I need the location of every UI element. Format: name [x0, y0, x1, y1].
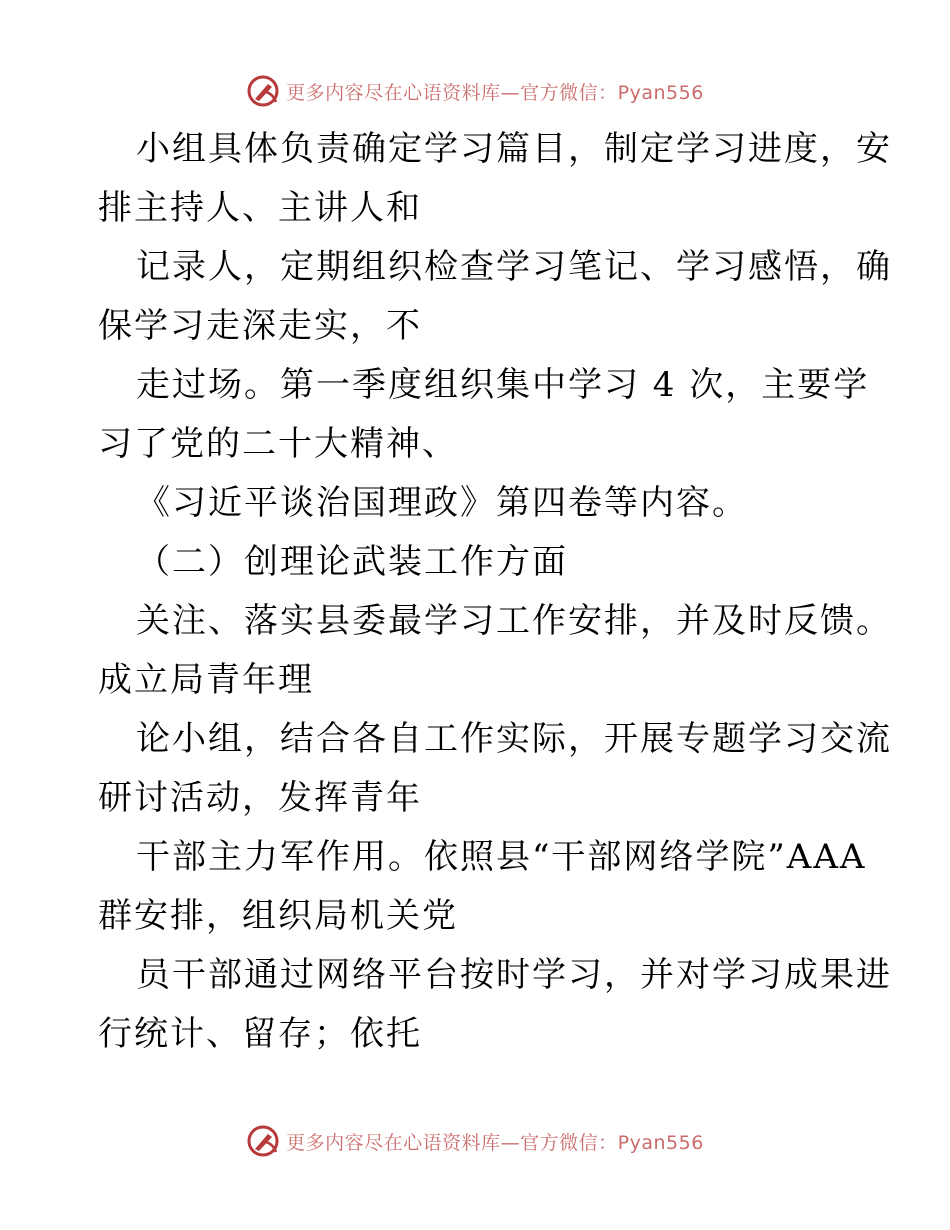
- paragraph-line: 排主持人、主讲人和: [98, 188, 422, 228]
- paragraph-line: 群安排，组织局机关党: [98, 896, 458, 936]
- paragraph: [98, 474, 858, 533]
- pen-brush-logo-icon: [246, 1124, 280, 1158]
- pen-brush-logo-icon: [246, 74, 280, 108]
- paragraph: [98, 356, 870, 474]
- paragraph-line: 行统计、留存；依托: [98, 1014, 422, 1054]
- paragraph-line: 干部主力军作用。依照县“干部网络学院”AAA: [136, 837, 867, 877]
- paragraph-line: 关注、落实县委最学习工作安排，并及时反馈。: [136, 601, 892, 641]
- paragraph: [98, 946, 892, 1064]
- document-body: [98, 120, 892, 1064]
- paragraph: [98, 238, 892, 356]
- paragraph: [98, 592, 892, 710]
- section-heading: [98, 533, 858, 592]
- paragraph-line: 员干部通过网络平台按时学习，并对学习成果进: [136, 955, 892, 995]
- paragraph-line: 《习近平谈治国理政》第四卷等内容。: [136, 483, 748, 523]
- paragraph: [98, 120, 892, 238]
- paragraph: [98, 710, 892, 828]
- paragraph-line: （二）创理论武装工作方面: [136, 542, 568, 582]
- paragraph-line: 保学习走深走实，不: [98, 306, 422, 346]
- paragraph: [98, 828, 867, 946]
- paragraph-line: 研讨活动，发挥青年: [98, 778, 422, 818]
- paragraph-line: 记录人，定期组织检查学习笔记、学习感悟，确: [136, 247, 892, 287]
- paragraph-line: 习了党的二十大精神、: [98, 424, 458, 464]
- paragraph-line: 小组具体负责确定学习篇目，制定学习进度，安: [136, 129, 892, 169]
- header-banner-text: 更多内容尽在心语资料库—官方微信：Pyan556: [286, 81, 704, 104]
- footer-banner-text: 更多内容尽在心语资料库—官方微信：Pyan556: [286, 1131, 704, 1154]
- footer-banner: [0, 1124, 950, 1158]
- header-banner: [0, 74, 950, 108]
- paragraph-line: 走过场。第一季度组织集中学习 4 次，主要学: [136, 365, 870, 405]
- paragraph-line: 论小组，结合各自工作实际，开展专题学习交流: [136, 719, 892, 759]
- paragraph-line: 成立局青年理: [98, 660, 314, 700]
